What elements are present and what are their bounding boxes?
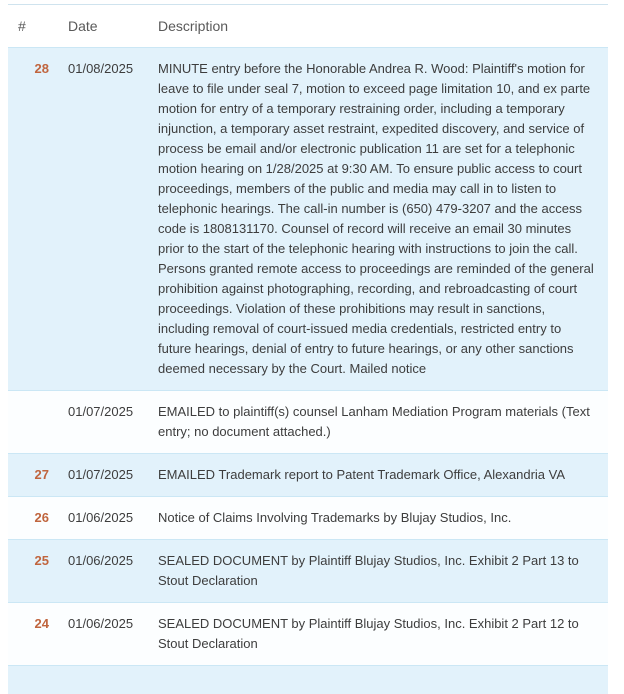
entry-date: 01/06/2025	[57, 540, 140, 603]
table-row	[8, 391, 608, 454]
entry-date: 01/08/2025	[57, 48, 140, 391]
entry-date: 01/06/2025	[57, 497, 140, 540]
entry-description: MINUTE entry before the Honorable Andrea R. Wood: Plaintiff's motion for leave to file under seal 7, motion to exceed page limitation 10, and ex parte motion for entry of a temporary restraining order, including a temporary injunction, a temporary asset restraint, expedited discovery, and service of process be email and/or electronic publication 11 are set for a telephonic motion hearing on 1/28/2025 at 9:30 AM. To ensure public access to court proceedings, members of the public and media may call in to listen to telephonic hearings. The call-in number is (650) 479-3207 and the access code is 1808131170. Counsel of record will receive an email 30 minutes prior to the start of the telephonic hearing with instructions to join the call. Persons granted remote access to proceedings are reminded of the general prohibition against photographing, recording, and rebroadcasting of court proceedings. Violation of these prohibitions may result in sanctions, including removal of court-issued media credentials, restricted entry to future hearings, denial of entry to future hearings, or any other sanctions deemed necessary by the Court. Mailed notice	[140, 48, 608, 391]
table-row	[8, 603, 608, 666]
entry-description: EMAILED to plaintiff(s) counsel Lanham Mediation Program materials (Text entry; no document attached.)	[140, 391, 608, 454]
entry-number-link[interactable]: 25	[8, 540, 57, 603]
entry-date: 01/07/2025	[57, 454, 140, 497]
entry-number-link[interactable]: 26	[8, 497, 57, 540]
entry-number-link[interactable]	[8, 666, 57, 694]
header-number: #	[8, 5, 57, 48]
header-date: Date	[57, 5, 140, 48]
entry-description: SEALED DOCUMENT by Plaintiff Blujay Studios, Inc. Exhibit 2 Part 13 to Stout Declaration	[140, 540, 608, 603]
header-description: Description	[140, 5, 608, 48]
entry-number-link[interactable]	[8, 391, 57, 454]
table-row	[8, 48, 608, 391]
entry-date	[57, 666, 140, 694]
entry-description	[140, 666, 608, 694]
docket-table-header	[8, 5, 608, 48]
entry-date: 01/06/2025	[57, 603, 140, 666]
table-row	[8, 454, 608, 497]
entry-number-link[interactable]: 24	[8, 603, 57, 666]
docket-table-body	[8, 48, 608, 694]
entry-description: Notice of Claims Involving Trademarks by Blujay Studios, Inc.	[140, 497, 608, 540]
docket-table-container	[8, 4, 608, 694]
entry-number-link[interactable]: 28	[8, 48, 57, 391]
entry-date: 01/07/2025	[57, 391, 140, 454]
docket-table	[8, 4, 608, 694]
table-row	[8, 497, 608, 540]
entry-description: SEALED DOCUMENT by Plaintiff Blujay Studios, Inc. Exhibit 2 Part 12 to Stout Declaration	[140, 603, 608, 666]
header-row	[8, 5, 608, 48]
entry-number-link[interactable]: 27	[8, 454, 57, 497]
entry-description: EMAILED Trademark report to Patent Trademark Office, Alexandria VA	[140, 454, 608, 497]
table-row	[8, 540, 608, 603]
table-row	[8, 666, 608, 694]
